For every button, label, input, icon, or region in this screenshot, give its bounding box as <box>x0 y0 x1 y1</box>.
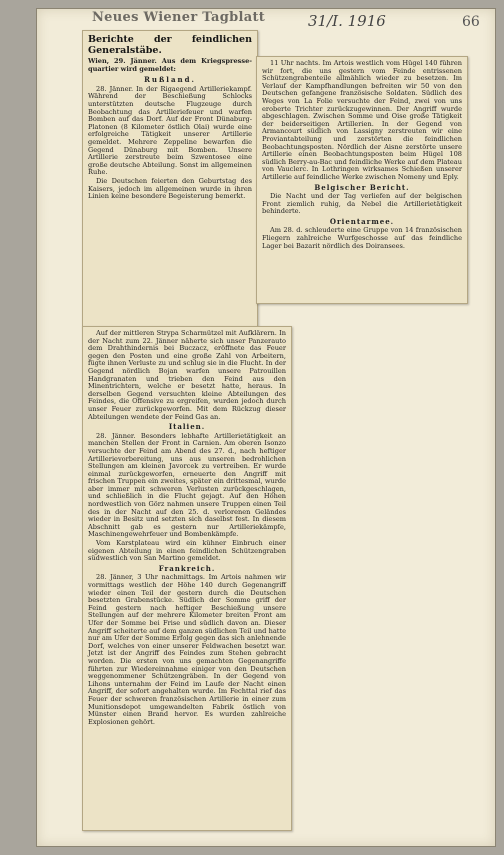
section-heading-italy: Italien. <box>168 422 206 432</box>
section-heading-belgium: Belgischer Bericht. <box>314 182 410 192</box>
handwritten-date: 31/I. 1916 <box>308 12 386 30</box>
paragraph: 28. Jänner. Besonders lebhafte Artillerietätigkeit an manchen Stellen der Front in Carnien. Am oberen Isonzo versuchte der Feind am Abend des 27. d., nach heftiger Artillerievorbereitung, uns aus unseren bedrohlichen Stellungen am kleinen Javorcek zu vertreiben. Er wurde einmal zurückgeworfen, erneuerte den Angriff mit frischen Truppen ein zweites, später ein drittesmal, wurde aber immer mit schweren Verlusten zurückgeschlagen, und schließlich in die Flucht gejagt. Auf den Höhen nordwestlich von Görz nahmen unsere Truppen einen Teil des in der Nacht auf den 25. d. verlorenen Geländes wieder in Besitz und setzten sich daselbst fest. In diesem Abschnitt gab es gestern nur Artilleriekämpfe, Maschinengewehrfeuer und Bombenkämpfe. <box>88 431 286 539</box>
section-heading-france: Frankreich. <box>158 563 216 573</box>
clipping-russia <box>82 30 258 328</box>
section-heading-orient: Orientarmee. <box>329 216 395 226</box>
paragraph: 28. Jänner, 3 Uhr nachmittags. Im Artois nahmen wir vormittags westlich der Höhe 140 durch Gegenangriff wieder einen Teil der gestern durch die Deutschen besetzten Grabenstücke. Südlich der Somme griff der Feind gestern nach heftiger Beschießung unsere Stellungen auf der mehrere Kilometer breiten Front am Ufer der Somme bei Frise und südlich davon an. Dieser Angriff scheiterte auf dem ganzen südlichen Teil und hatte nur am Ufer der Somme Erfolg gegen das sich anlehnende Dorf, welches von einer unserer Feldwachen besetzt war. Jetzt ist der Angriff des Feindes zum Stehen gebracht worden. Die ersten von uns gemachten Gegenangriffe führten zur Wiedereinnahme einiger von den Deutschen weggenommener Schützengräben. In der Gegend von Lihons unternahm der Feind im Laufe der Nacht einen Angriff, der sofort angehalten wurde. Im Fechttal rief das Feuer der schweren französischen Artillerie in einer zum Munitionsdepot umgewandelten Fabrik östlich von Münster einen Brand hervor. Es wurden zahlreiche Explosionen gehört. <box>88 573 286 726</box>
section-heading-russia: Rußland. <box>144 75 196 85</box>
paragraph: Auf der mittleren Strypa Scharmützel mit Aufklärern. In der Nacht zum 22. Jänner näherte sich unser Panzerauto dem Drahthindernis bei Buczacz, eröffnete das Feuer gegen den Posten und eine große Zahl von Arbeitern, fügte ihnen Verluste zu und schlug sie in die Flucht. In der Gegend nördlich Bojan warfen unsere Patrouillen Handgranaten und trieben den Feind aus den Minentrichtern, welche er besetzt hatte, heraus. In derselben Gegend versuchten kleine Abteilungen des Feindes, die Offensive zu ergreifen, wurden jedoch durch unser Feuer zurückgeworfen. Mit dem Rückzug dieser Abteilungen wendete der Feind Gas an. <box>88 329 286 421</box>
clipping-belgium-orient <box>256 56 468 304</box>
page-number: 66 <box>462 14 480 30</box>
paragraph: 11 Uhr nachts. Im Artois westlich vom Hügel 140 führen wir fort, die uns gestern vom Feinde entrissenen Schützengrabenteile allmählich wieder zu besetzen. Im Verlauf der Kampfhandlungen befreiten wir 50 von den Deutschen gefangene französische Soldaten. Südlich des Weges von La Folie versuchte der Feind, zwei von uns eroberte Trichter zurückzugewinnen. Der Angriff wurde abgeschlagen. Zwischen Somme und Oise große Tätigkeit der beiderseitigen Artillerien. In der Gegend von Armancourt südlich von Lassigny zerstreuten wir eine Proviantabteilung und zerstörten die feindlichen Beobachtungsposten. Nördlich der Aisne zerstörte unsere Artillerie einen Beobachtungsposten beim Hügel 108 südlich Berry-au-Bac und feindliche Werke auf dem Plateau von Vauclerc. In Lothringen wirksames Schießen unserer Artillerie auf feindliche Werke zwischen Nomeny und Eply. <box>262 59 462 181</box>
paragraph: Vom Karstplateau wird ein kühner Einbruch einer eigenen Abteilung in einen feindlichen Schützengraben südwestlich von San Martino gemeldet. <box>88 539 286 563</box>
masthead: Neues Wiener Tagblatt <box>92 10 266 25</box>
paragraph: 28. Jänner. In der Rigaegend Artilleriekampf. Während der Beschießung Schlocks unterstützten deutsche Flugzeuge durch Beobachtung das Artilleriefeuer und warfen Bomben auf das Dorf. Auf der Front Dünaburg-Platonen (8 Kilometer östlich Olai) wurde eine erfolgreiche Tätigkeit unserer Artillerie gemeldet. Mehrere Zeppeline bewarfen die Gegend Dünaburg mit Bomben. Unsere Artillerie zerstreute beim Szwentosee eine große deutsche Abteilung. Sonst im allgemeinen Ruhe. <box>88 84 252 177</box>
clipping-italy-france <box>82 326 292 831</box>
paragraph: Am 28. d. schleuderte eine Gruppe von 14 französischen Fliegern zahlreiche Wurfgeschosse auf das feindliche Lager bei Bazarit nördlich des Doiransees. <box>262 226 462 250</box>
article-dateline: Wien, 29. Jänner. Aus dem Kriegspresse-quartier wird gemeldet: <box>88 57 252 73</box>
article-headline: Berichte der feindlichen Generalstäbe. <box>88 34 252 56</box>
paragraph: Die Nacht und der Tag verliefen auf der belgischen Front ziemlich ruhig, da Nebel die Artillerietätigkeit behinderte. <box>262 192 462 216</box>
paragraph: Die Deutschen feierten den Geburtstag des Kaisers, jedoch im allgemeinen wurde in ihren Linien keine besondere Begeisterung bemerkt. <box>88 176 252 201</box>
